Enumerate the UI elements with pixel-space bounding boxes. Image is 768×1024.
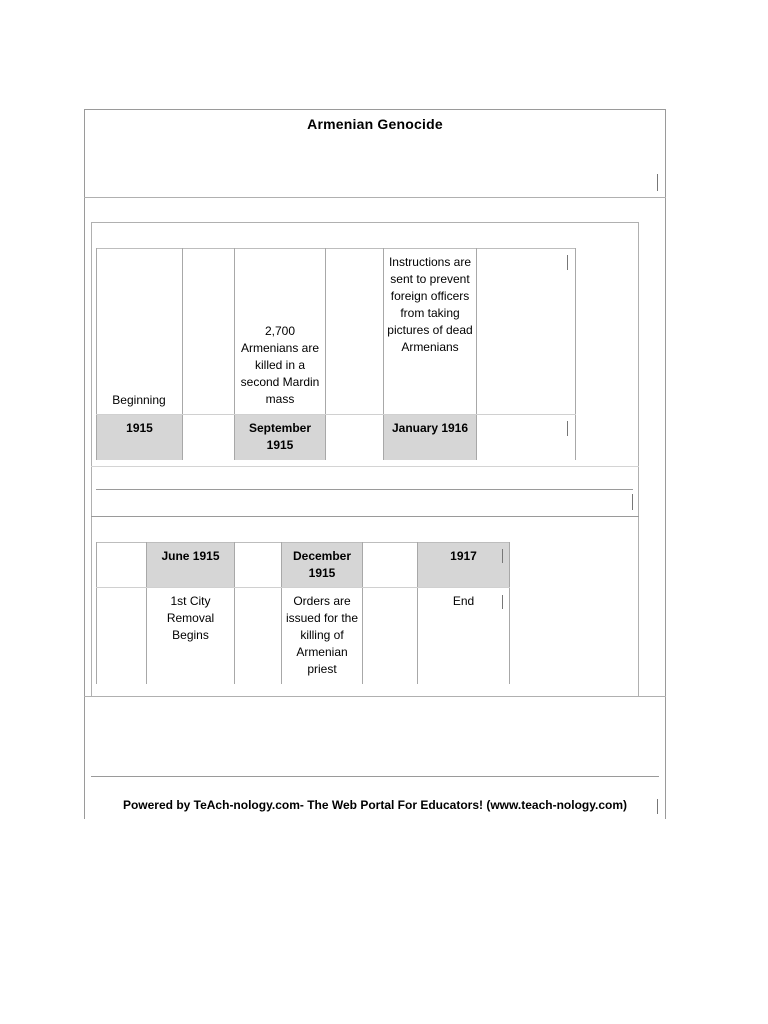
event-text: Orders are issued for the killing of Armenian priest xyxy=(285,594,359,676)
date-cell: 1915 xyxy=(97,415,182,460)
event-text: Instructions are sent to prevent foreign officers from taking pictures of dead Armenians xyxy=(387,255,473,354)
page-title: Armenian Genocide xyxy=(307,116,443,132)
header-divider xyxy=(84,197,666,198)
date-cell: June 1915 xyxy=(147,543,234,587)
date-cell: December 1915 xyxy=(282,543,362,587)
event-text: End xyxy=(452,594,475,608)
date-cell: January 1916 xyxy=(384,415,476,460)
date-cell: 1917 xyxy=(418,543,509,587)
event-text: 1st City Removal Begins xyxy=(166,594,215,642)
footer-credit: Powered by TeAch-nology.com- The Web Portal For Educators! (www.teach-nology.com) xyxy=(122,798,628,812)
event-text: Beginning xyxy=(112,393,166,407)
section-divider xyxy=(96,489,633,490)
event-text: 2,700 Armenians are killed in a second Mardin mass xyxy=(240,324,320,406)
footer-divider xyxy=(91,776,659,777)
cursor-mark xyxy=(657,174,658,191)
date-cell: September 1915 xyxy=(235,415,325,460)
top-table-border xyxy=(96,248,576,249)
